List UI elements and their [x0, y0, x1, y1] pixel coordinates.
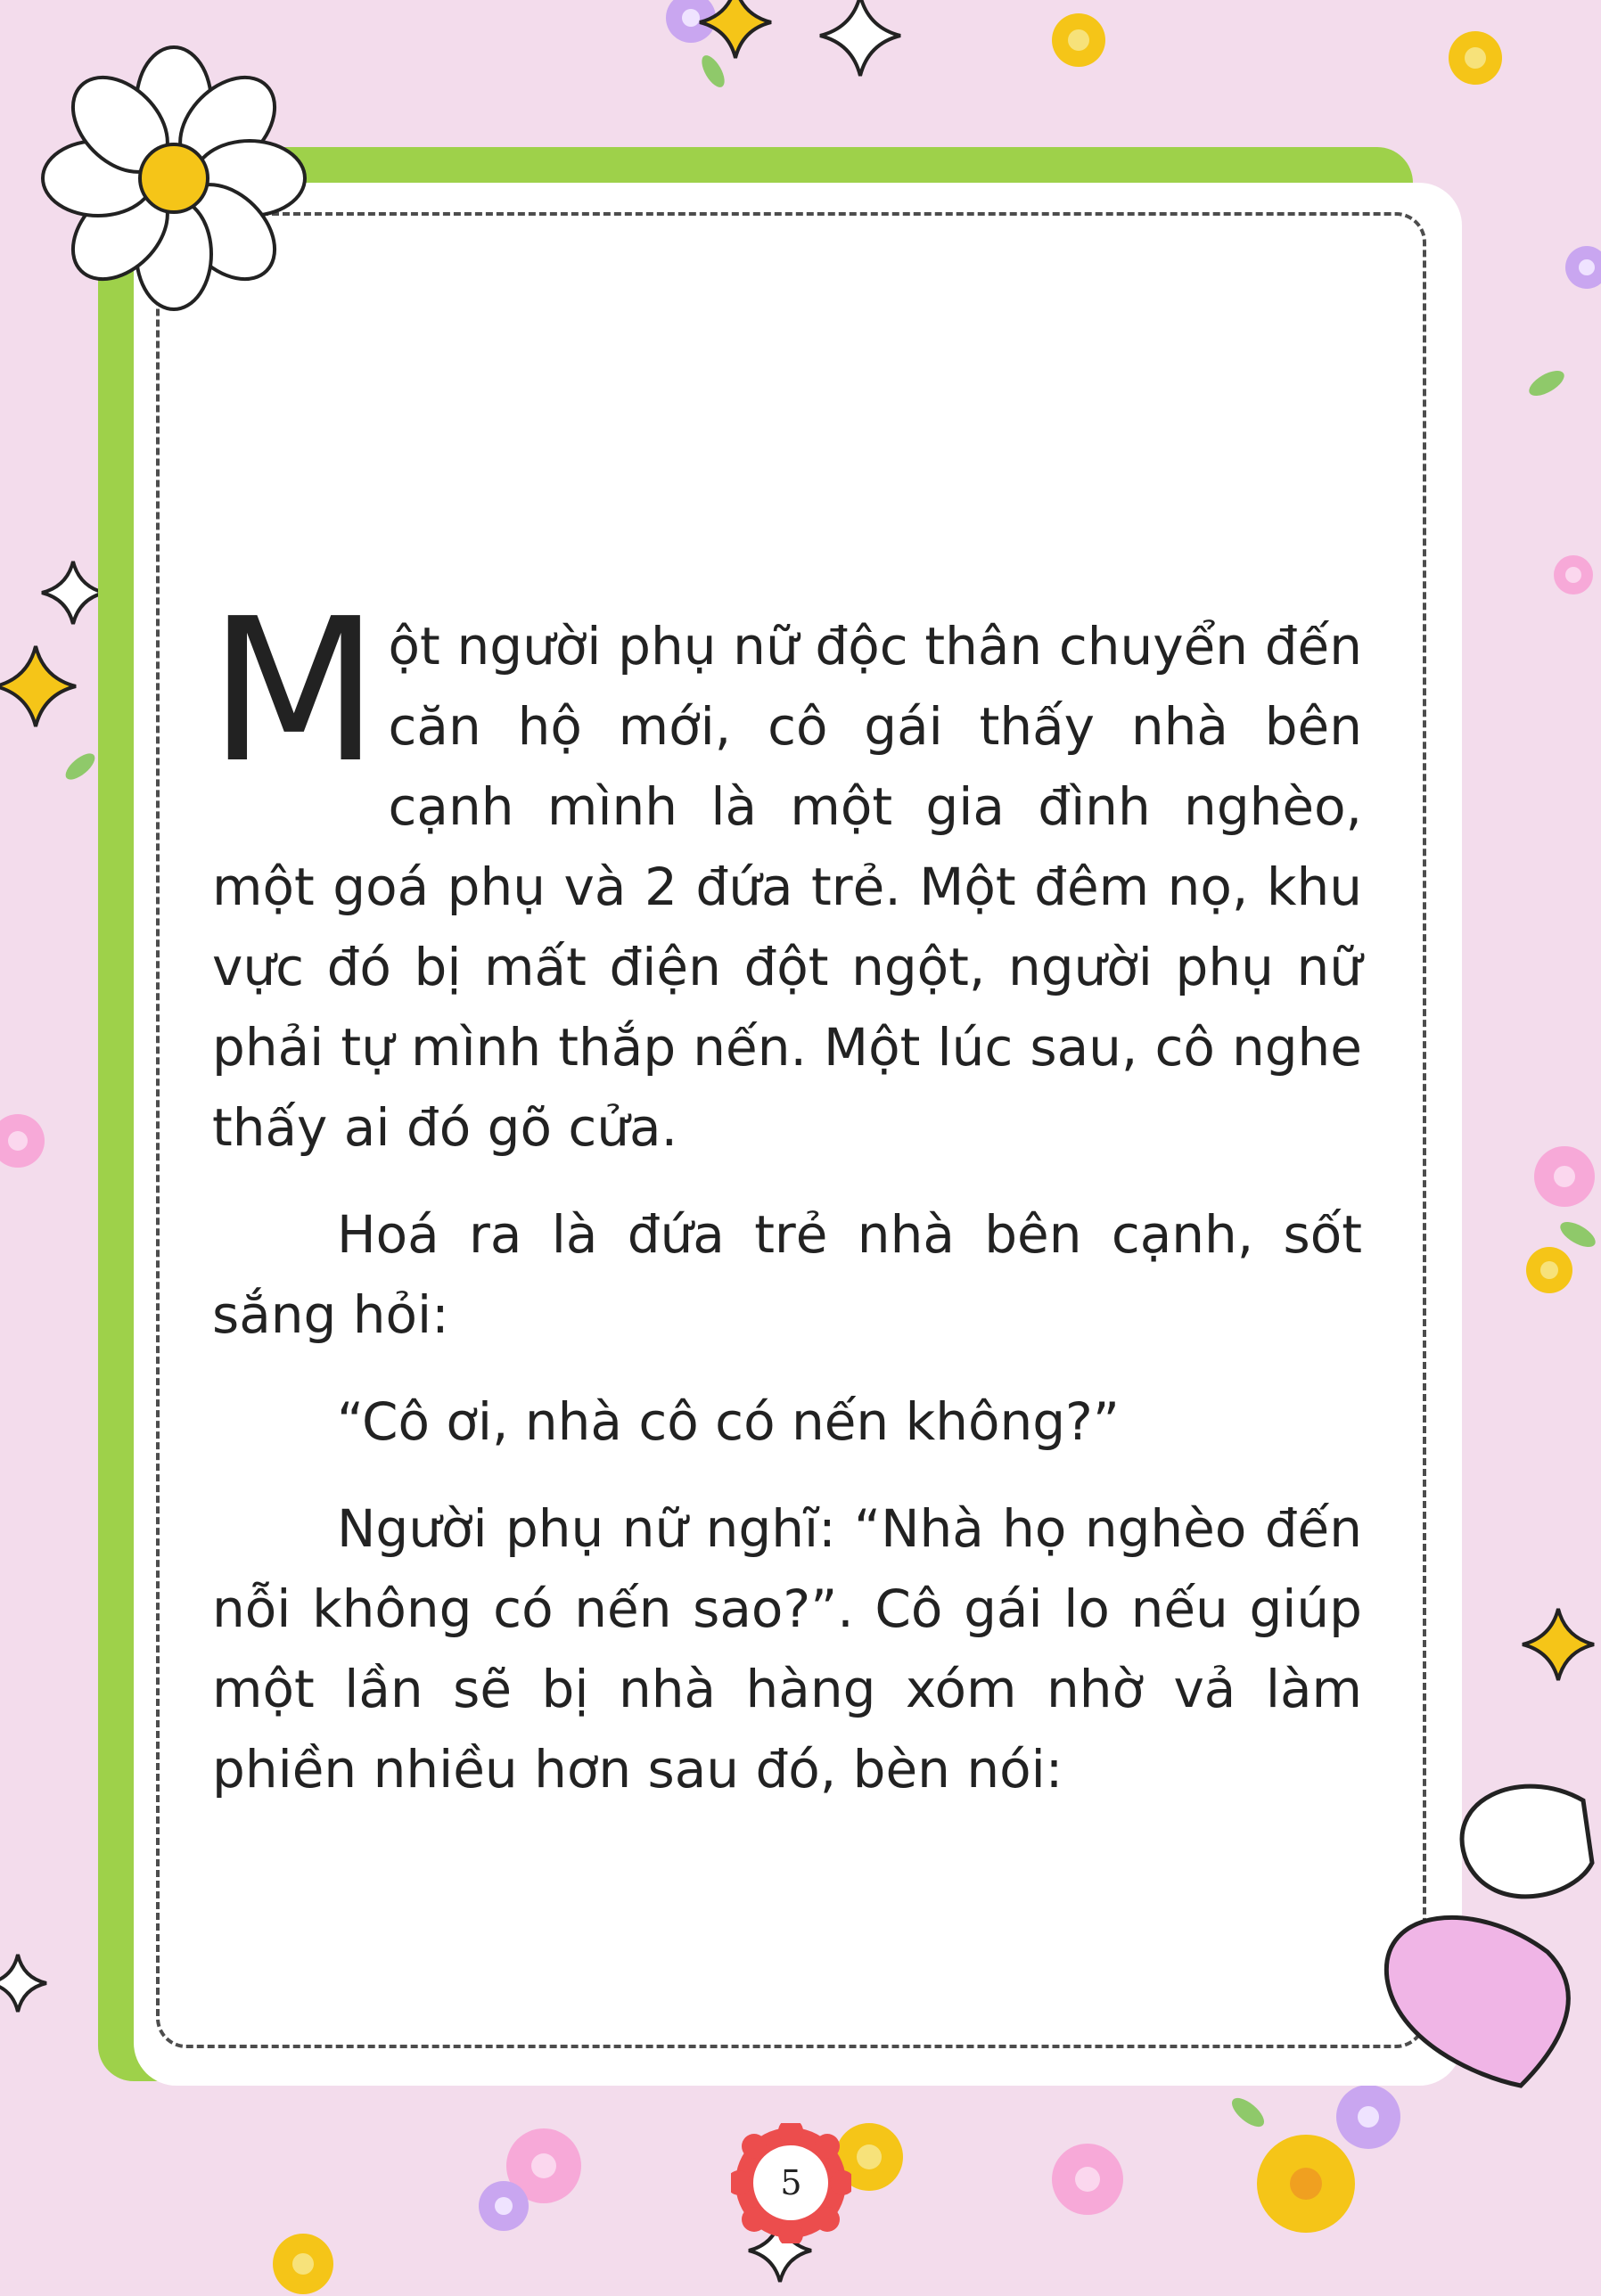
yellow-flower-icon: [1526, 1247, 1572, 1293]
daisy-flower-icon: [31, 36, 316, 321]
page-number: 5: [780, 2163, 802, 2202]
story-paragraph-2: Hoá ra là đứa trẻ nhà bên cạnh, sốt sắng hỏi:: [212, 1204, 1362, 1345]
story-paragraph-1: [209, 577, 1362, 1168]
sparkle-icon: [820, 0, 900, 76]
story-paragraph-3: “Cô ơi, nhà cô có nến không?”: [337, 1391, 1120, 1452]
sparkle-icon: [42, 562, 104, 624]
pink-flower-icon: [1534, 1146, 1595, 1207]
sparkle-icon: [0, 646, 76, 726]
heart-petals-icon: [1369, 1747, 1601, 2130]
sparkle-icon: [0, 1955, 46, 2012]
purple-flower-icon: [1565, 246, 1601, 289]
pink-flower-icon: [0, 1114, 45, 1168]
drop-cap: M: [209, 577, 380, 807]
story-paragraph-4: Người phụ nữ nghĩ: “Nhà họ nghèo đến nỗi không có nến sao?”. Cô gái lo nếu giúp một lần sẽ bị nhà hàng xóm nhờ vả làm phiền nhiều hơn sau đó, bèn nói:: [212, 1498, 1362, 1800]
sparkle-icon: [1523, 1609, 1594, 1680]
yellow-flower-icon: [1052, 13, 1105, 67]
yellow-flower-icon: [1257, 2135, 1355, 2233]
paragraph-text: ột người phụ nữ độc thân chuyển đến căn hộ mới, cô gái thấy nhà bên cạnh mình là một gia đình nghèo, một goá phụ và 2 đứa trẻ. Một đêm nọ, khu vực đó bị mất điện đột ngột, người phụ nữ phải tự mình thắp nến. Một lúc sau, cô nghe thấy ai đó gõ cửa.: [212, 616, 1362, 1158]
yellow-flower-icon: [1449, 31, 1502, 85]
yellow-flower-icon: [273, 2234, 333, 2294]
story-text: [209, 577, 1362, 1836]
pink-flower-icon: [1554, 555, 1593, 594]
purple-flower-icon: [479, 2181, 529, 2231]
pink-flower-icon: [1052, 2144, 1123, 2215]
